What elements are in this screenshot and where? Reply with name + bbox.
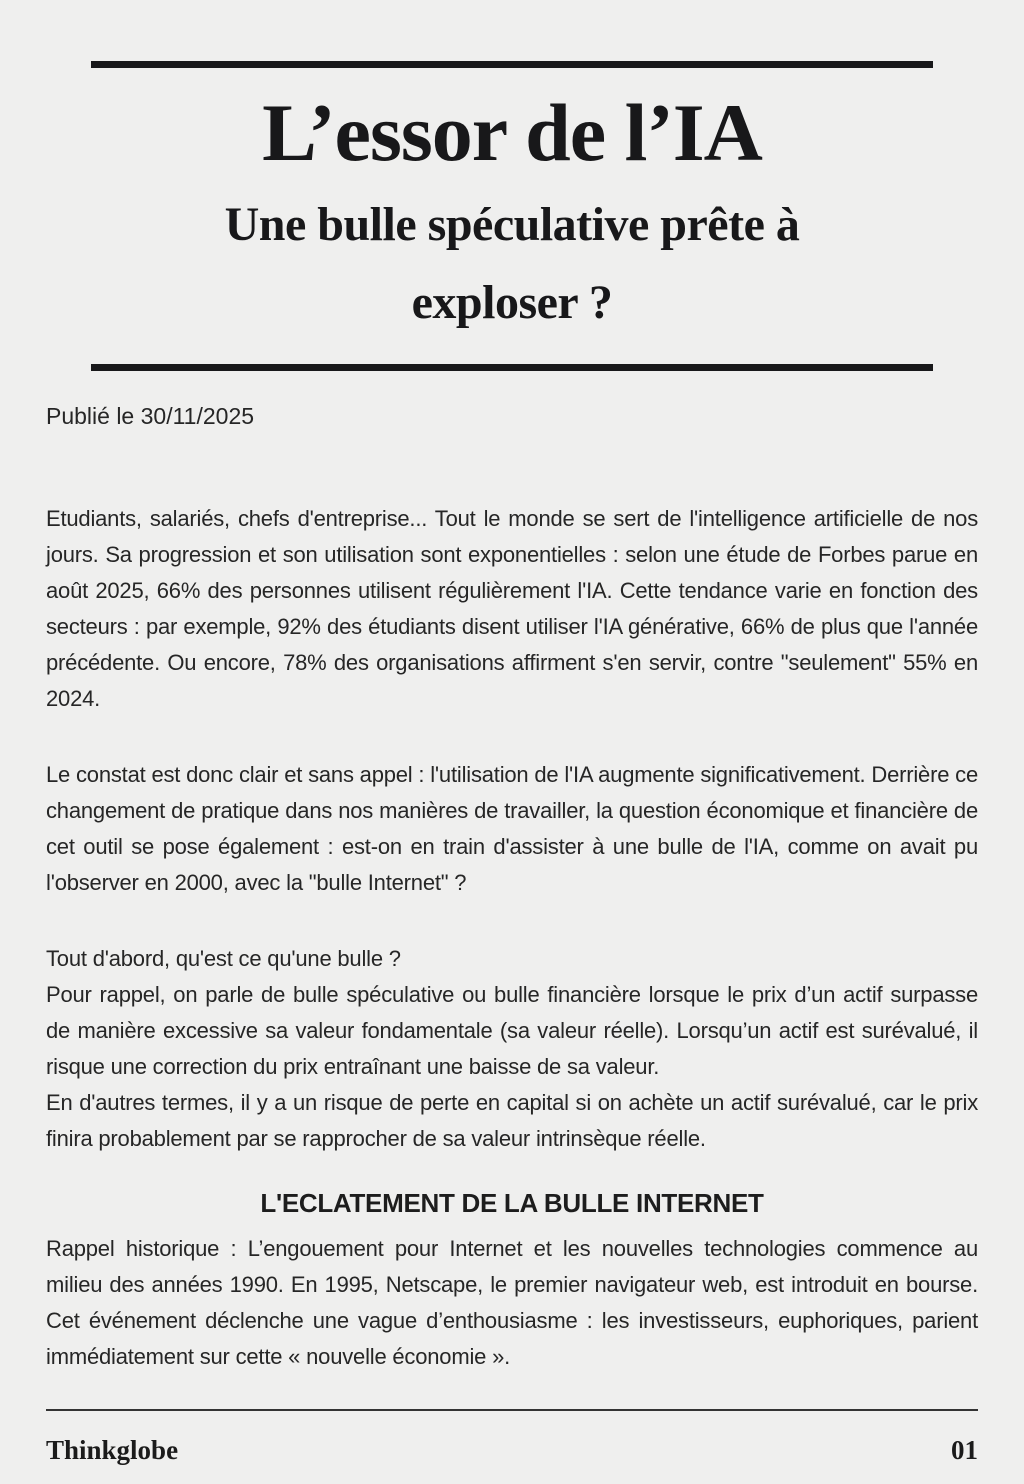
section-body — [46, 1231, 978, 1375]
paragraph — [46, 501, 978, 717]
header-top-rule — [91, 61, 933, 68]
publish-date: Publié le 30/11/2025 — [46, 403, 255, 429]
page-footer — [46, 1409, 978, 1464]
paragraph-text: Etudiants, salariés, chefs d'entreprise... Tout le monde se sert de l'intelligence artificielle de nos jours. Sa progression et son utilisation sont exponentielles : selon une étude de Forbes parue en août 2025, 66% des personnes utilisent régulièrement l'IA. Cette tendance varie en fonction des secteurs : par exemple, 92% des étudiants disent utiliser l'IA générative, 66% de plus que l'année précédente. Ou encore, 78% des organisations affirment s'en servir, contre "seulement" 55% en 2024. — [46, 506, 978, 711]
paragraph — [46, 757, 978, 901]
section-heading: L'ECLATEMENT DE LA BULLE INTERNET — [260, 1188, 764, 1218]
paragraph-text: En d'autres termes, il y a un risque de perte en capital si on achète un actif surévalué, car le prix finira probablement par se rapprocher de sa valeur intrinsèque réelle. — [46, 1090, 978, 1151]
article-body — [46, 501, 978, 1157]
paragraph-text: Tout d'abord, qu'est ce qu'une bulle ? — [46, 946, 401, 971]
footer-row — [46, 1437, 978, 1464]
paragraph-text: Pour rappel, on parle de bulle spéculative ou bulle financière lorsque le prix d’un actif surpasse de manière excessive sa valeur fondamentale (sa valeur réelle). Lorsqu’un actif est surévalué, il risque une correction du prix entraînant une baisse de sa valeur. — [46, 982, 978, 1079]
header-bottom-rule — [91, 364, 933, 371]
footer-rule — [46, 1409, 978, 1411]
page-number: 01 — [951, 1435, 978, 1465]
article-title: L’essor de l’IA — [262, 87, 762, 178]
paragraph-text: Le constat est donc clair et sans appel : l'utilisation de l'IA augmente significativement. Derrière ce changement de pratique dans nos manières de travailler, la question économique et financière de cet outil se pose également : est-on en train d'assister à une bulle de l'IA, comme on avait pu l'observer en 2000, avec la "bulle Internet" ? — [46, 762, 978, 895]
paragraph — [46, 1231, 978, 1375]
brand-name: Thinkglobe — [46, 1435, 179, 1465]
paragraph — [46, 941, 978, 1157]
article-subtitle: Une bulle spéculative prête à exploser ? — [224, 198, 800, 329]
paragraph-text: Rappel historique : L’engouement pour Internet et les nouvelles technologies commence au milieu des années 1990. En 1995, Netscape, le premier navigateur web, est introduit en bourse. Cet événement déclenche une vague d’enthousiasme : les investisseurs, euphoriques, parient immédiatement sur cette « nouvelle économie ». — [46, 1236, 978, 1369]
